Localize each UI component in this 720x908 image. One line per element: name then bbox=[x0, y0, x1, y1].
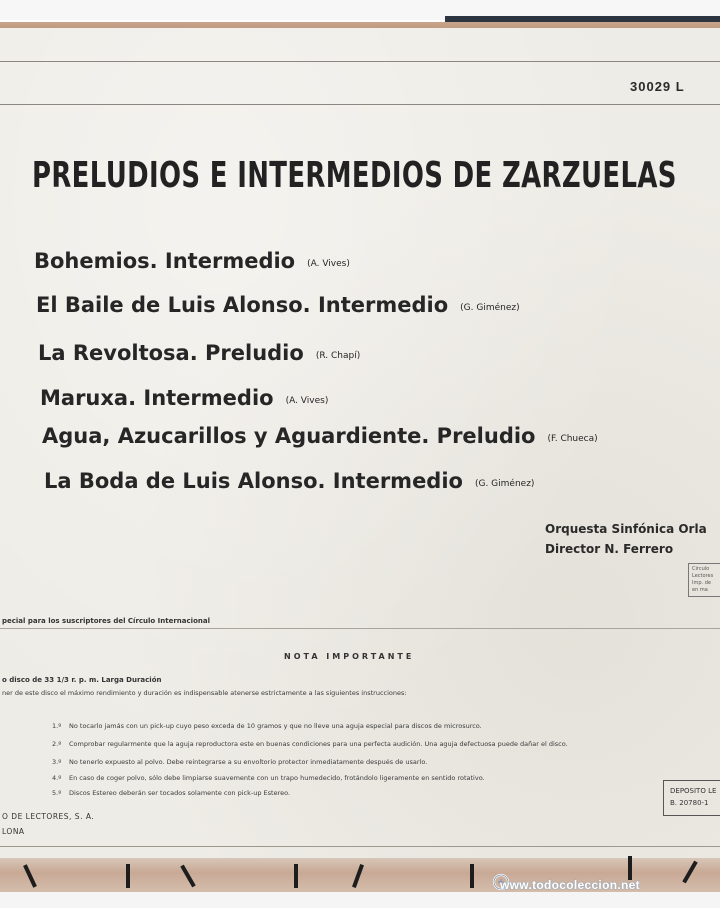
track-title: La Revoltosa. Preludio bbox=[38, 341, 304, 365]
instruction-item bbox=[52, 758, 427, 766]
orchestra-name: Orquesta Sinfónica Orla bbox=[545, 522, 707, 536]
track-item bbox=[38, 341, 360, 365]
track-title: La Boda de Luis Alonso. Intermedio bbox=[44, 469, 463, 493]
track-composer: (A. Vives) bbox=[307, 259, 350, 269]
instruction-number: 1.º bbox=[52, 722, 62, 730]
top-rule bbox=[0, 61, 720, 62]
disc-type-line: o disco de 33 1/3 r. p. m. Larga Duración bbox=[2, 676, 162, 684]
instruction-text: No tocarlo jamás con un pick-up cuyo peso exceda de 10 gramos y que no lleve una aguja especial para discos de microsurco. bbox=[69, 722, 482, 730]
track-item bbox=[40, 386, 328, 410]
instruction-item bbox=[52, 740, 568, 748]
edge-mark bbox=[294, 864, 298, 888]
edge-mark bbox=[126, 864, 130, 888]
stamp-line: Lectores bbox=[692, 573, 714, 579]
instruction-text: Discos Estereo deberán ser tocados solamente con pick-up Estereo. bbox=[69, 789, 291, 797]
track-title: Maruxa. Intermedio bbox=[40, 386, 274, 410]
instruction-number: 2.º bbox=[52, 740, 62, 748]
deposito-number: B. 20780-1 bbox=[670, 799, 709, 807]
subscriber-note: pecial para los suscriptores del Círculo Internacional bbox=[2, 617, 210, 625]
publisher-line: O DE LECTORES, S. A. bbox=[2, 812, 95, 821]
instruction-item bbox=[52, 774, 485, 782]
club-stamp-box bbox=[688, 563, 720, 597]
track-composer: (F. Chueca) bbox=[547, 434, 598, 444]
director-name: Director N. Ferrero bbox=[545, 542, 674, 556]
track-title: Agua, Azucarillos y Aguardiente. Preludio bbox=[42, 424, 536, 448]
track-item bbox=[44, 469, 534, 493]
track-composer: (G. Giménez) bbox=[474, 479, 535, 489]
instruction-number: 3.º bbox=[52, 758, 62, 766]
track-title: Bohemios. Intermedio bbox=[34, 249, 296, 273]
track-item bbox=[34, 249, 350, 273]
performer-credits bbox=[545, 519, 707, 559]
instruction-text: Comprobar regularmente que la aguja reproductora este en buenas condiciones para una perfecta audición. Una aguja defectuosa puede dañar el disco. bbox=[69, 740, 568, 748]
track-composer: (R. Chapí) bbox=[315, 351, 361, 361]
track-item bbox=[36, 293, 520, 317]
instruction-text: En caso de coger polvo, sólo debe limpiarse suavemente con un trapo humedecido, frotándolo ligeramente en sentido rotativo. bbox=[69, 774, 485, 782]
edge-mark bbox=[470, 864, 474, 888]
stamp-line: Imp. de bbox=[692, 580, 711, 586]
bottom-background bbox=[0, 892, 720, 908]
header-rule bbox=[0, 104, 720, 105]
stamp-line: en ma bbox=[692, 587, 708, 593]
track-item bbox=[42, 424, 598, 448]
album-title: PRELUDIOS E INTERMEDIOS DE ZARZUELAS bbox=[32, 155, 677, 196]
nota-importante-heading: NOTA IMPORTANTE bbox=[284, 652, 415, 661]
bottom-rule bbox=[0, 846, 720, 847]
track-composer: (G. Giménez) bbox=[460, 303, 520, 313]
stamp-line: Circulo bbox=[692, 566, 710, 572]
instruction-number: 5.º bbox=[52, 789, 62, 797]
publisher-line: LONA bbox=[2, 827, 25, 836]
instruction-item bbox=[52, 722, 482, 730]
instruction-number: 4.º bbox=[52, 774, 62, 782]
deposito-legal-box bbox=[663, 780, 720, 816]
section-divider bbox=[0, 628, 720, 629]
instruction-item bbox=[52, 789, 290, 797]
catalog-number: 30029 L bbox=[630, 79, 685, 94]
watermark-text[interactable]: www.todocoleccion.net bbox=[500, 878, 640, 892]
edge-mark bbox=[628, 856, 632, 880]
deposito-label: DEPOSITO LE bbox=[670, 787, 717, 795]
track-title: El Baile de Luis Alonso. Intermedio bbox=[36, 293, 449, 317]
instructions-intro: ner de este disco el máximo rendimiento y duración es indispensable atenerse estrictamente a las siguientes instrucciones: bbox=[2, 689, 407, 697]
track-composer: (A. Vives) bbox=[285, 396, 329, 406]
instruction-text: No tenerlo expuesto al polvo. Debe reintegrarse a su envoltorio protector inmediatamente después de usarlo. bbox=[69, 758, 428, 766]
